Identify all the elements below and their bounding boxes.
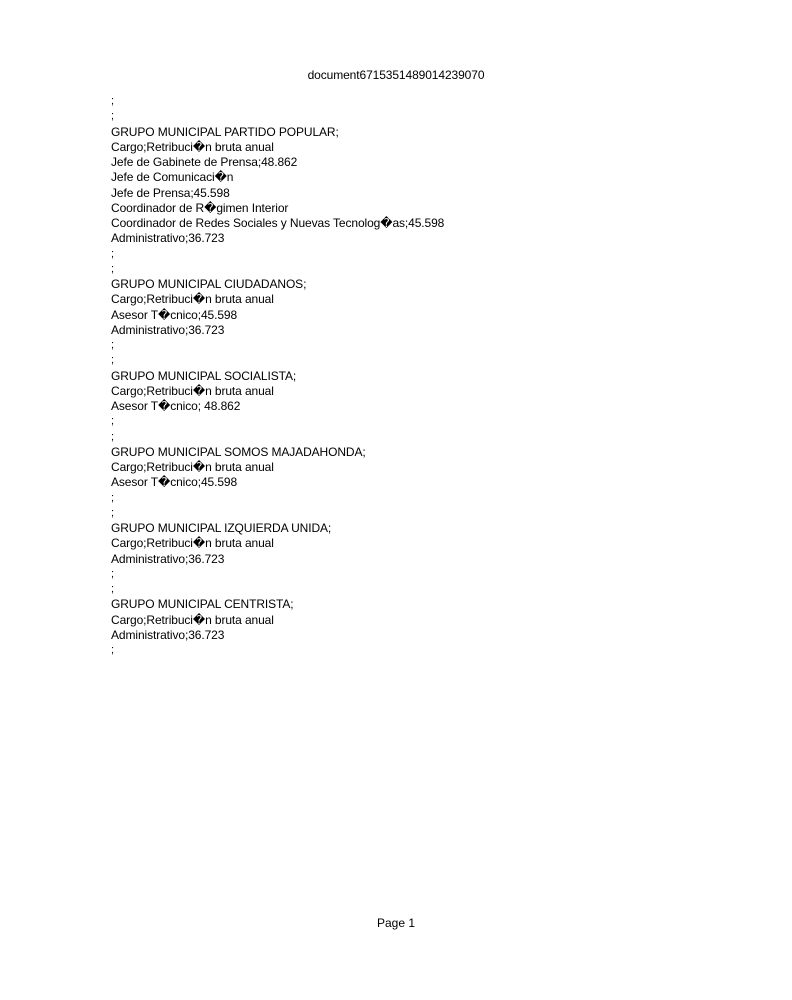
position-line: Administrativo;36.723: [111, 551, 225, 566]
group-heading: GRUPO MUNICIPAL IZQUIERDA UNIDA;: [111, 521, 332, 535]
column-header-line: Cargo;Retribuci�n bruta anual: [111, 536, 274, 551]
column-header-line: Cargo;Retribuci�n bruta anual: [111, 612, 274, 627]
position-line: Jefe de Comunicaci�n: [111, 170, 234, 185]
position-line: Coordinador de R�gimen Interior: [111, 200, 289, 215]
separator-line: ;: [111, 583, 114, 595]
position-line: Administrativo;36.723: [111, 322, 225, 337]
page-number: Page 1: [376, 916, 416, 930]
document-body: [111, 94, 751, 658]
column-header-line: Cargo;Retribuci�n bruta anual: [111, 383, 274, 398]
position-line: Coordinador de Redes Sociales y Nuevas Tecnolog�as;45.598: [111, 216, 445, 230]
position-line: Administrativo;36.723: [111, 231, 225, 246]
position-line: Asesor T�cnico; 48.862: [111, 399, 241, 413]
column-header-line: Cargo;Retribuci�n bruta anual: [111, 292, 274, 307]
position-line: Asesor T�cnico;45.598: [111, 307, 238, 322]
separator-line: ;: [111, 430, 114, 443]
separator-line: ;: [111, 415, 114, 428]
separator-line: ;: [111, 506, 114, 519]
separator-line: ;: [111, 354, 114, 367]
separator-line: ;: [111, 491, 114, 504]
separator-line: ;: [111, 567, 114, 580]
group-heading: GRUPO MUNICIPAL PARTIDO POPULAR;: [111, 124, 339, 139]
position-line: Jefe de Gabinete de Prensa;48.862: [111, 155, 298, 169]
separator-line: ;: [111, 110, 114, 123]
separator-line: ;: [111, 339, 114, 351]
position-line: Administrativo;36.723: [111, 627, 225, 642]
position-line: Jefe de Prensa;45.598: [111, 185, 230, 200]
separator-line: ;: [111, 262, 114, 275]
column-header-line: Cargo;Retribuci�n bruta anual: [111, 139, 274, 154]
group-heading: GRUPO MUNICIPAL SOCIALISTA;: [111, 368, 297, 383]
group-heading: GRUPO MUNICIPAL CIUDADANOS;: [111, 277, 307, 291]
document-title: document6715351489014239070: [307, 68, 485, 82]
group-heading: GRUPO MUNICIPAL CENTRISTA;: [111, 597, 294, 612]
group-heading: GRUPO MUNICIPAL SOMOS MAJADAHONDA;: [111, 444, 366, 459]
column-header-line: Cargo;Retribuci�n bruta anual: [111, 460, 274, 474]
separator-line: ;: [111, 247, 114, 260]
separator-line: ;: [111, 95, 114, 107]
separator-line: ;: [111, 644, 114, 656]
position-line: Asesor T�cnico;45.598: [111, 475, 238, 490]
